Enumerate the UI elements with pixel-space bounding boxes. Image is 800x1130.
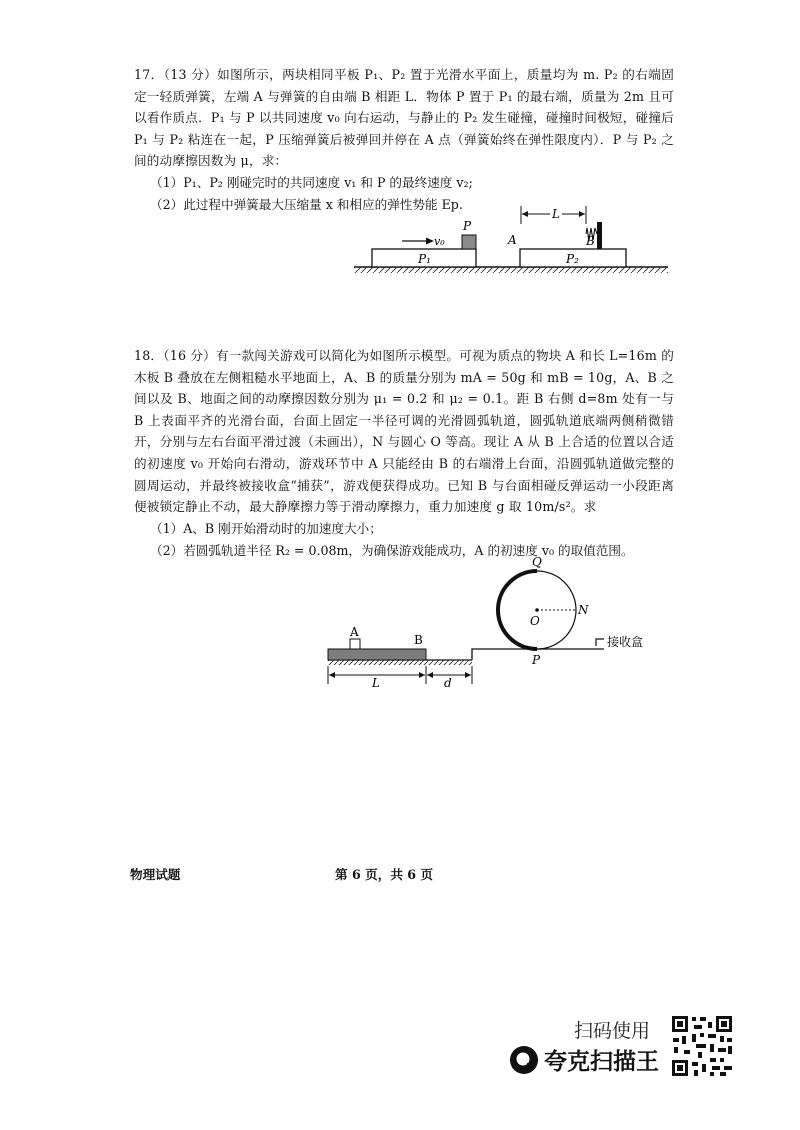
label-p: P bbox=[463, 219, 472, 233]
label-b: B bbox=[414, 633, 423, 647]
ground-hatch bbox=[354, 267, 668, 273]
q17-sub1: （1）P₁、P₂ 刚碰完时的共同速度 v₁ 和 P 的最终速度 v₂; bbox=[150, 175, 473, 190]
qr-code-icon bbox=[670, 1014, 734, 1078]
label-p: P bbox=[532, 653, 541, 667]
footer-page: 第 6 页，共 6 页 bbox=[335, 867, 434, 882]
dim-arrow-left bbox=[522, 211, 528, 217]
label-receiving-box: 接收盒 bbox=[607, 635, 644, 649]
quark-logo-icon bbox=[508, 1044, 540, 1076]
label-d: d bbox=[444, 676, 452, 690]
q18-stem bbox=[134, 345, 674, 518]
velocity-arrow-head bbox=[426, 238, 434, 245]
label-p1: P₁ bbox=[418, 252, 431, 266]
dim-l-arrow-left bbox=[329, 672, 335, 678]
dim-arrow-right bbox=[579, 211, 585, 217]
dim-d-arrow-right bbox=[465, 672, 471, 678]
q17-sub2: （2）此过程中弹簧最大压缩量 x 和相应的弹性势能 Ep. bbox=[150, 197, 463, 212]
scan-hint: 扫码使用 bbox=[574, 1020, 651, 1042]
label-a: A bbox=[350, 625, 359, 639]
footer-subject: 物理试题 bbox=[130, 867, 181, 882]
label-l: L bbox=[372, 676, 380, 690]
label-q: Q bbox=[532, 555, 542, 569]
rough-ground-hatch bbox=[328, 660, 472, 665]
block-a bbox=[350, 639, 360, 649]
q18-figure bbox=[322, 552, 662, 688]
label-v0: v₀ bbox=[434, 235, 445, 248]
label-b: B bbox=[586, 234, 595, 248]
scan-brand: 夸克扫描王 bbox=[544, 1049, 659, 1075]
label-o: O bbox=[530, 614, 540, 628]
label-n: N bbox=[578, 603, 589, 617]
label-p2: P₂ bbox=[566, 252, 579, 266]
q17-stem bbox=[134, 64, 674, 172]
q18-sub2: （2）若圆弧轨道半径 R₂ = 0.08m，为确保游戏能成功，A 的初速度 v₀ 的取值范围。 bbox=[150, 543, 634, 558]
q18-text: 18．（16 分）有一款闯关游戏可以简化为如图所示模型。可视为质点的物块 A 和长 L=16m 的木板 B 叠放在左侧粗糙水平地面上，A、B 的质量分别为 mA = 50g 和 mB = 10g，A、B 之间以及 B、地面之间的动摩擦因数分别为 μ₁ = 0.2 和 μ₂ = 0.1。距 B 右侧 d=8m 处有一与 B 上表面平齐的光滑台面，台面上固定一半径可调的光滑圆弧轨道，圆弧轨道底端两侧稍微错开，分别与左右台面平滑过渡（未画出），N 与圆心 O 等高。现让 A 从 B 上合适的位置以合适的初速度 v₀ 开始向右滑动，游戏环节中 A 只能经由 B 的右端滑上台面，沿圆弧轨道做完整的圆周运动，并最终被接收盒“捕获”，游戏便获得成功。已知 B 与台面相碰反弹运动一小段距离便被锁定静止不动，最大静摩擦力等于滑动摩擦力，重力加速度 g 取 10m/s²。求 bbox=[134, 348, 674, 515]
q17-figure bbox=[350, 200, 680, 276]
q17-text: 17．（13 分）如图所示，两块相同平板 P₁、P₂ 置于光滑水平面上，质量均为 m. P₂ 的右端固定一轻质弹簧，左端 A 与弹簧的自由端 B 相距 L．物体 P 置于 P₁ 的最右端，质量为 2m 且可以看作质点．P₁ 与 P 以共同速度 v₀ 向右运动，与静止的 P₂ 发生碰撞，碰撞时间极短，碰撞后 P₁ 与 P₂ 粘连在一起，P 压缩弹簧后被弹回并停在 A 点（弹簧始终在弹性限度内）．P 与 P₂ 之间的动摩擦因数为 μ，求： bbox=[134, 67, 674, 169]
q18-sub1: （1）A、B 刚开始滑动时的加速度大小； bbox=[150, 521, 382, 536]
receiving-box bbox=[596, 639, 604, 646]
dim-l-arrow-right bbox=[419, 672, 425, 678]
label-a: A bbox=[508, 233, 517, 247]
block-p bbox=[462, 235, 476, 249]
circle-track-thick bbox=[498, 571, 537, 649]
board-b bbox=[328, 649, 426, 660]
dim-d-arrow-left bbox=[427, 672, 433, 678]
label-l: L bbox=[552, 207, 560, 221]
spring-wall bbox=[597, 222, 602, 249]
